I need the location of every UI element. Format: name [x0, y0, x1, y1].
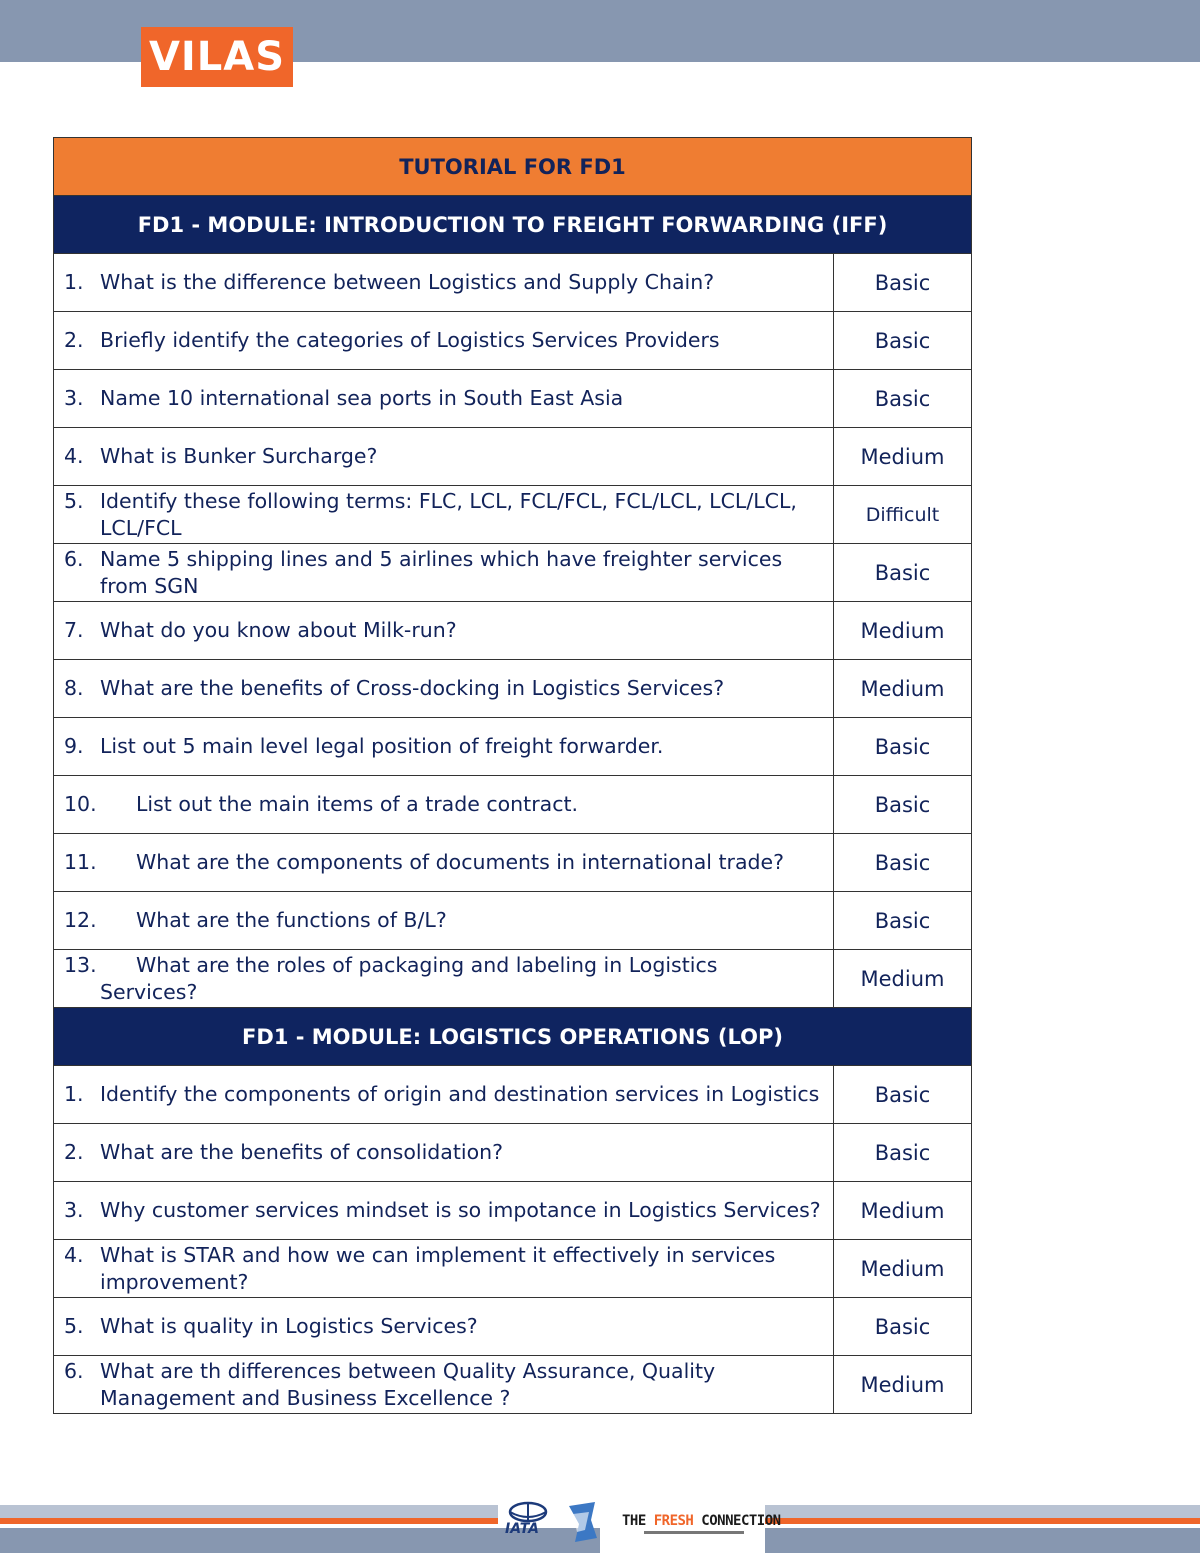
question-cell	[54, 776, 834, 834]
question-text: What is quality in Logistics Services?	[100, 1314, 478, 1338]
table-row	[54, 254, 972, 312]
question-number: 6.	[64, 1358, 84, 1383]
table-row	[54, 1240, 972, 1298]
difficulty-level: Basic	[834, 1066, 972, 1124]
difficulty-level: Basic	[834, 254, 972, 312]
question-text: Why customer services mindset is so impotance in Logistics Services?	[100, 1198, 821, 1222]
difficulty-level: Basic	[834, 718, 972, 776]
question-number: 2.	[64, 1140, 84, 1164]
difficulty-level: Medium	[834, 1240, 972, 1298]
footer-stripe-left	[0, 1505, 498, 1524]
question-text: What is Bunker Surcharge?	[100, 444, 378, 468]
question-text: What are the benefits of consolidation?	[100, 1140, 504, 1164]
difficulty-level: Medium	[834, 428, 972, 486]
table-row	[54, 1124, 972, 1182]
tutorial-table	[53, 137, 972, 1414]
table-row	[54, 602, 972, 660]
question-cell	[54, 950, 834, 1008]
question-number: 3.	[64, 386, 84, 410]
fresh-connection-logo	[600, 1505, 781, 1553]
difficulty-level: Basic	[834, 1298, 972, 1356]
fresh-connection-wordmark: THE FRESH CONNECTION	[622, 1513, 781, 1529]
table-title: TUTORIAL FOR FD1	[54, 138, 972, 196]
difficulty-level: Difficult	[834, 486, 972, 544]
question-text: Identify the components of origin and destination services in Logistics	[100, 1082, 820, 1106]
difficulty-level: Medium	[834, 1182, 972, 1240]
question-cell	[54, 486, 834, 544]
question-text: What are the benefits of Cross-docking in Logistics Services?	[100, 676, 725, 700]
question-cell	[54, 254, 834, 312]
table-row	[54, 950, 972, 1008]
question-number: 4.	[64, 1242, 84, 1267]
table-row	[54, 1182, 972, 1240]
question-number: 10.	[64, 792, 97, 816]
question-cell	[54, 1066, 834, 1124]
question-cell	[54, 1298, 834, 1356]
difficulty-level: Basic	[834, 834, 972, 892]
question-text: List out the main items of a trade contract.	[136, 792, 579, 816]
question-number: 11.	[64, 850, 97, 874]
question-cell	[54, 602, 834, 660]
table-row	[54, 486, 972, 544]
question-number: 1.	[64, 1082, 84, 1106]
difficulty-level: Basic	[834, 544, 972, 602]
vilas-logo: VILAS	[141, 27, 293, 87]
table-row	[54, 834, 972, 892]
question-number: 4.	[64, 444, 84, 468]
table-row	[54, 312, 972, 370]
question-cell	[54, 660, 834, 718]
question-cell	[54, 544, 834, 602]
question-cell	[54, 892, 834, 950]
difficulty-level: Basic	[834, 312, 972, 370]
difficulty-level: Basic	[834, 1124, 972, 1182]
question-number: 13.	[64, 952, 97, 977]
table-title-row	[54, 138, 972, 196]
question-text: Name 10 international sea ports in South East Asia	[100, 386, 624, 410]
difficulty-level: Medium	[834, 1356, 972, 1414]
module-heading: FD1 - MODULE: LOGISTICS OPERATIONS (LOP)	[54, 1008, 972, 1066]
difficulty-level: Basic	[834, 892, 972, 950]
question-cell	[54, 1124, 834, 1182]
question-cell	[54, 1356, 834, 1414]
question-number: 1.	[64, 270, 84, 294]
question-text: What are the components of documents in international trade?	[136, 850, 785, 874]
table-row	[54, 370, 972, 428]
table-row	[54, 544, 972, 602]
question-cell	[54, 718, 834, 776]
question-number: 6.	[64, 546, 84, 571]
question-text: Identify these following terms: FLC, LCL, FCL/FCL, FCL/LCL, LCL/LCL, LCL/FCL	[100, 488, 797, 540]
question-cell	[54, 1182, 834, 1240]
table-row	[54, 1298, 972, 1356]
question-number: 7.	[64, 618, 84, 642]
table-row	[54, 428, 972, 486]
question-number: 12.	[64, 908, 97, 932]
question-number: 2.	[64, 328, 84, 352]
question-text: What are the roles of packaging and labeling in Logistics Services?	[100, 952, 718, 1004]
question-text: List out 5 main level legal position of freight forwarder.	[100, 734, 664, 758]
question-number: 8.	[64, 676, 84, 700]
question-cell	[54, 428, 834, 486]
iata-label: IATA	[505, 1521, 540, 1537]
difficulty-level: Medium	[834, 602, 972, 660]
difficulty-level: Basic	[834, 776, 972, 834]
fresh-connection-tagline-bar	[644, 1531, 744, 1534]
question-text: Briefly identify the categories of Logistics Services Providers	[100, 328, 720, 352]
question-number: 3.	[64, 1198, 84, 1222]
question-number: 5.	[64, 488, 84, 513]
table-row	[54, 776, 972, 834]
table-row	[54, 718, 972, 776]
table-row	[54, 1066, 972, 1124]
difficulty-level: Medium	[834, 660, 972, 718]
question-text: What is the difference between Logistics and Supply Chain?	[100, 270, 715, 294]
table-row	[54, 1356, 972, 1414]
table-row	[54, 892, 972, 950]
emblem-icon	[565, 1500, 601, 1544]
question-number: 9.	[64, 734, 84, 758]
difficulty-level: Medium	[834, 950, 972, 1008]
question-cell	[54, 370, 834, 428]
question-text: What is STAR and how we can implement it effectively in services improvement?	[100, 1242, 776, 1294]
question-text: What are the functions of B/L?	[136, 908, 447, 932]
footer-stripe-right	[765, 1505, 1200, 1524]
question-cell	[54, 312, 834, 370]
question-text: Name 5 shipping lines and 5 airlines which have freighter services from SGN	[100, 546, 783, 598]
question-number: 5.	[64, 1314, 84, 1338]
question-cell	[54, 834, 834, 892]
module-heading-row	[54, 1008, 972, 1066]
question-text: What do you know about Milk-run?	[100, 618, 457, 642]
question-text: What are th differences between Quality Assurance, Quality Management and Business Excellence ?	[100, 1358, 716, 1410]
module-heading-row	[54, 196, 972, 254]
question-cell	[54, 1240, 834, 1298]
difficulty-level: Basic	[834, 370, 972, 428]
table-row	[54, 660, 972, 718]
module-heading: FD1 - MODULE: INTRODUCTION TO FREIGHT FORWARDING (IFF)	[54, 196, 972, 254]
